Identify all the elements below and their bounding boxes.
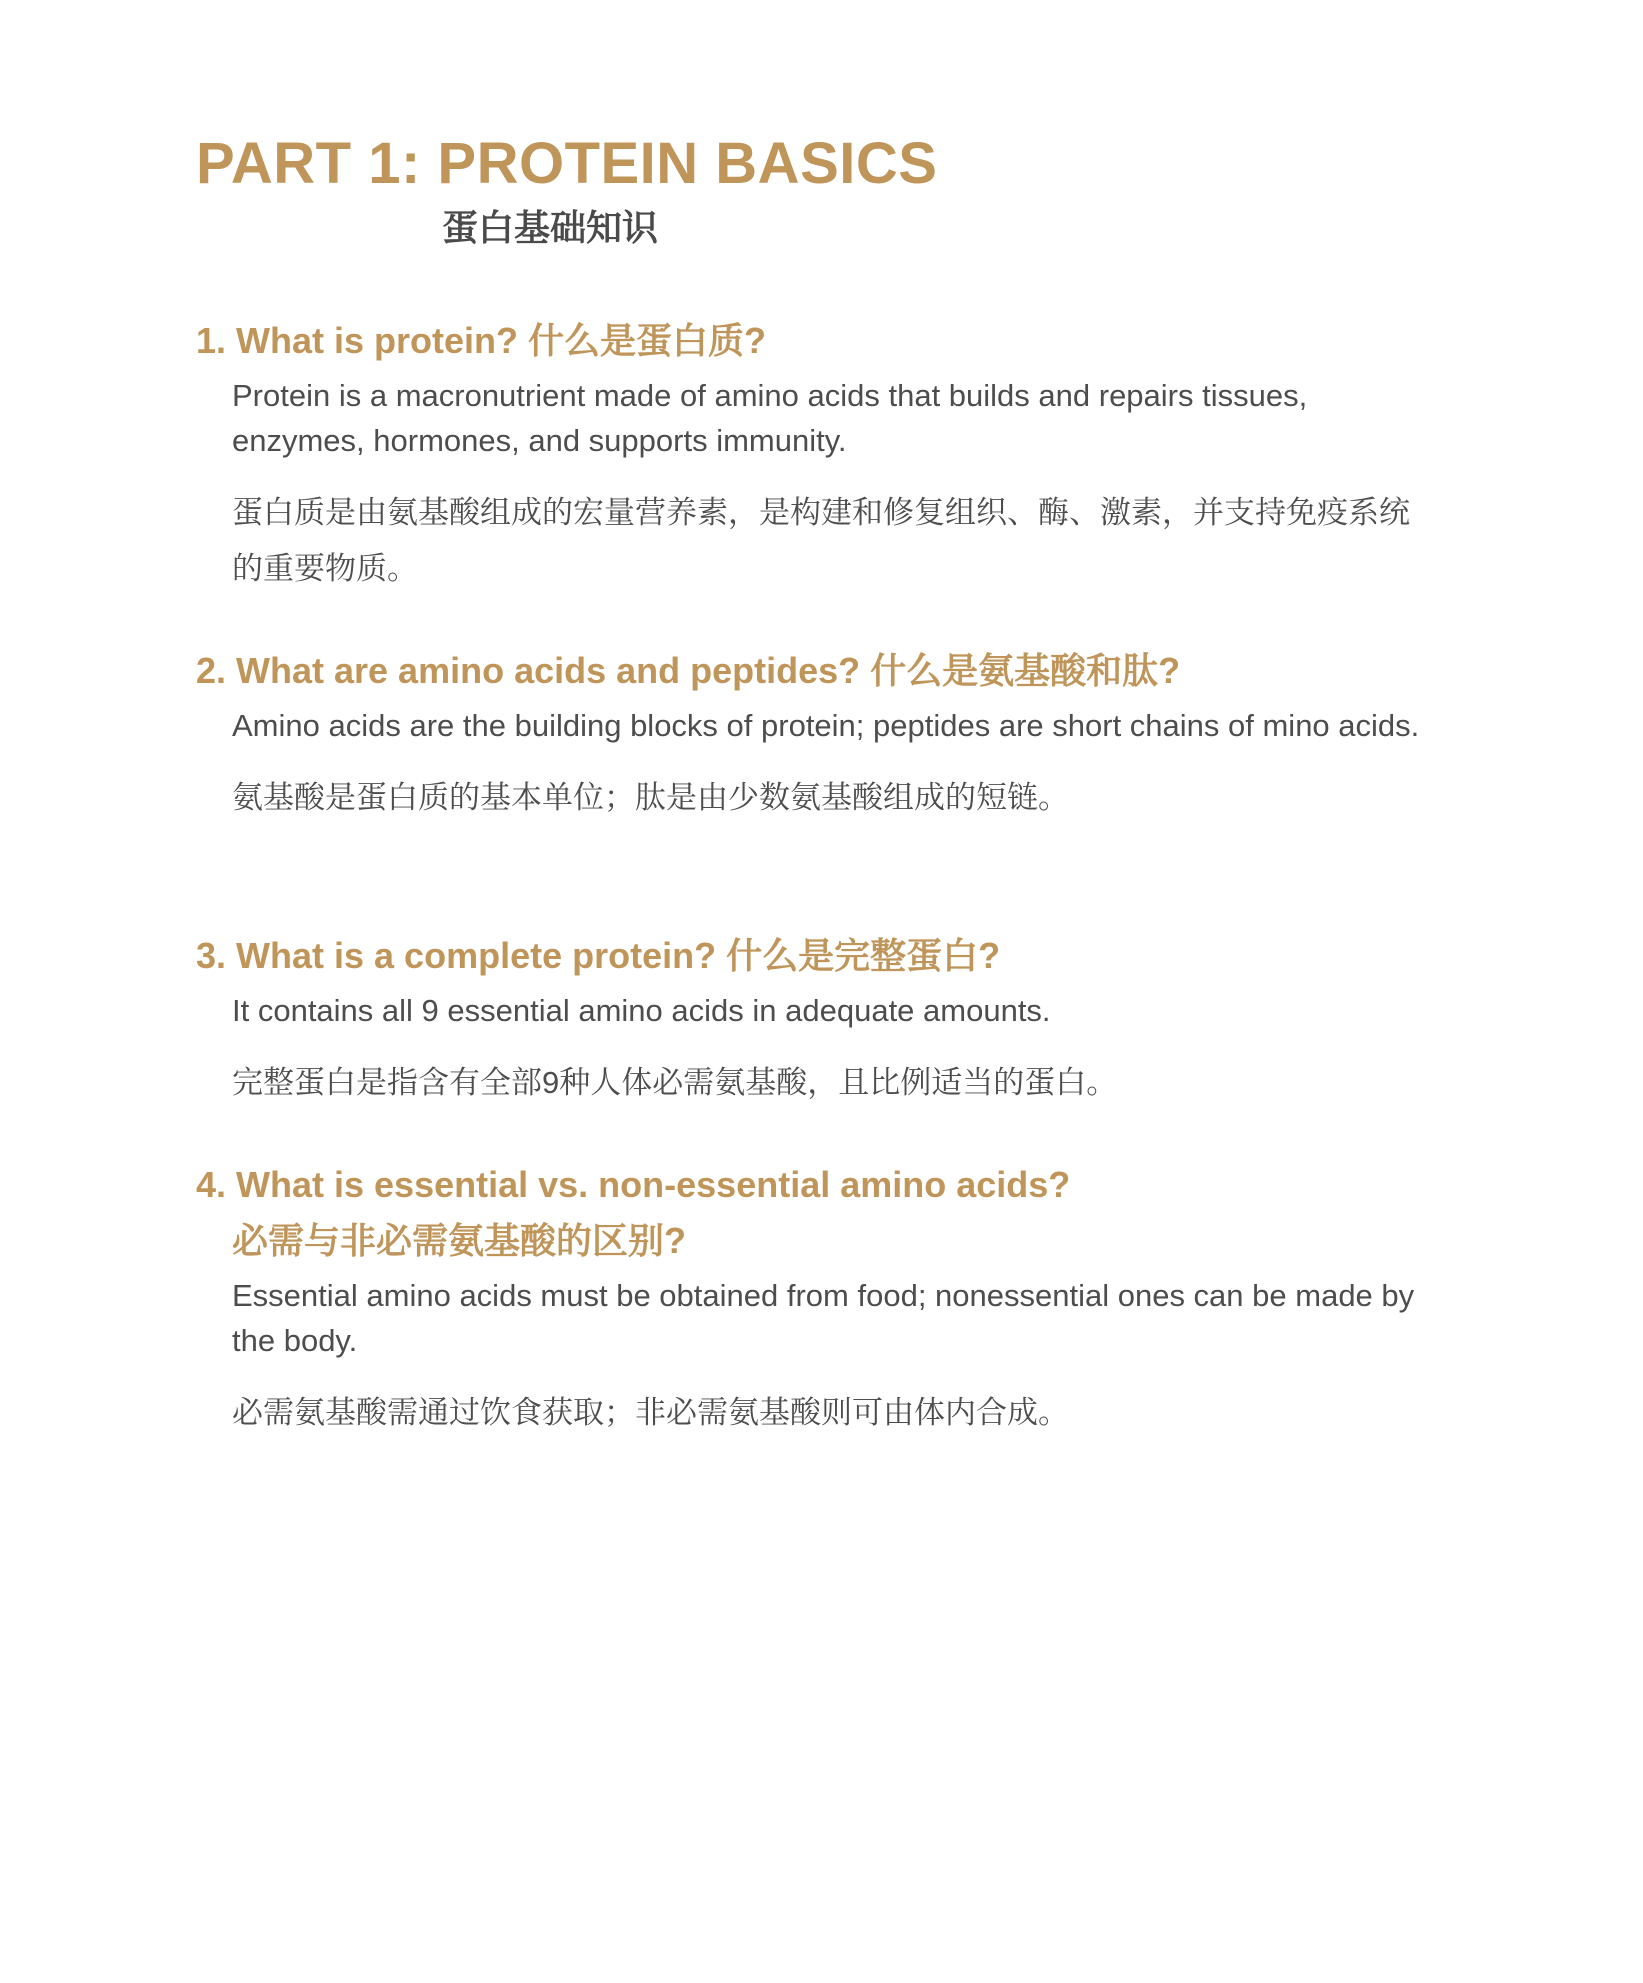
answer-chinese: 完整蛋白是指含有全部9种人体必需氨基酸，且比例适当的蛋白。 [232, 1065, 1118, 1100]
question-title: 2. What are amino acids and peptides? 什么是氨基酸和肽? [196, 650, 1181, 691]
answer-english: It contains all 9 essential amino acids in adequate amounts. [232, 993, 1051, 1028]
answer-english: Protein is a macronutrient made of amino acids that builds and repairs tissues, enzymes, hormones, and supports immunity. [232, 378, 1308, 458]
answer-english: Essential amino acids must be obtained from food; nonessential ones can be made by the body. [232, 1278, 1415, 1358]
question-section-4 [196, 1157, 1456, 1441]
question-title: 3. What is a complete protein? 什么是完整蛋白? [196, 935, 1001, 976]
question-section-1 [196, 313, 1456, 597]
answer-chinese: 必需氨基酸需通过饮食获取；非必需氨基酸则可由体内合成。 [232, 1395, 1069, 1430]
question-title-chinese: 必需与非必需氨基酸的区别? [232, 1220, 686, 1261]
answer-chinese: 氨基酸是蛋白质的基本单位；肽是由少数氨基酸组成的短链。 [232, 780, 1069, 815]
answer-chinese: 蛋白质是由氨基酸组成的宏量营养素，是构建和修复组织、酶、激素，并支持免疫系统的重要物质。 [232, 495, 1410, 586]
question-section-3 [196, 928, 1456, 1111]
question-section-2 [196, 643, 1456, 826]
answer-english: Amino acids are the building blocks of protein; peptides are short chains of mino acids. [232, 708, 1420, 743]
question-title: 1. What is protein? 什么是蛋白质? [196, 320, 767, 361]
part-subtitle: 蛋白基础知识 [442, 207, 659, 248]
question-title-english: 4. What is essential vs. non-essential amino acids? [196, 1164, 1071, 1205]
part-title: PART 1: PROTEIN BASICS [196, 131, 938, 196]
question-title [196, 1157, 1456, 1269]
